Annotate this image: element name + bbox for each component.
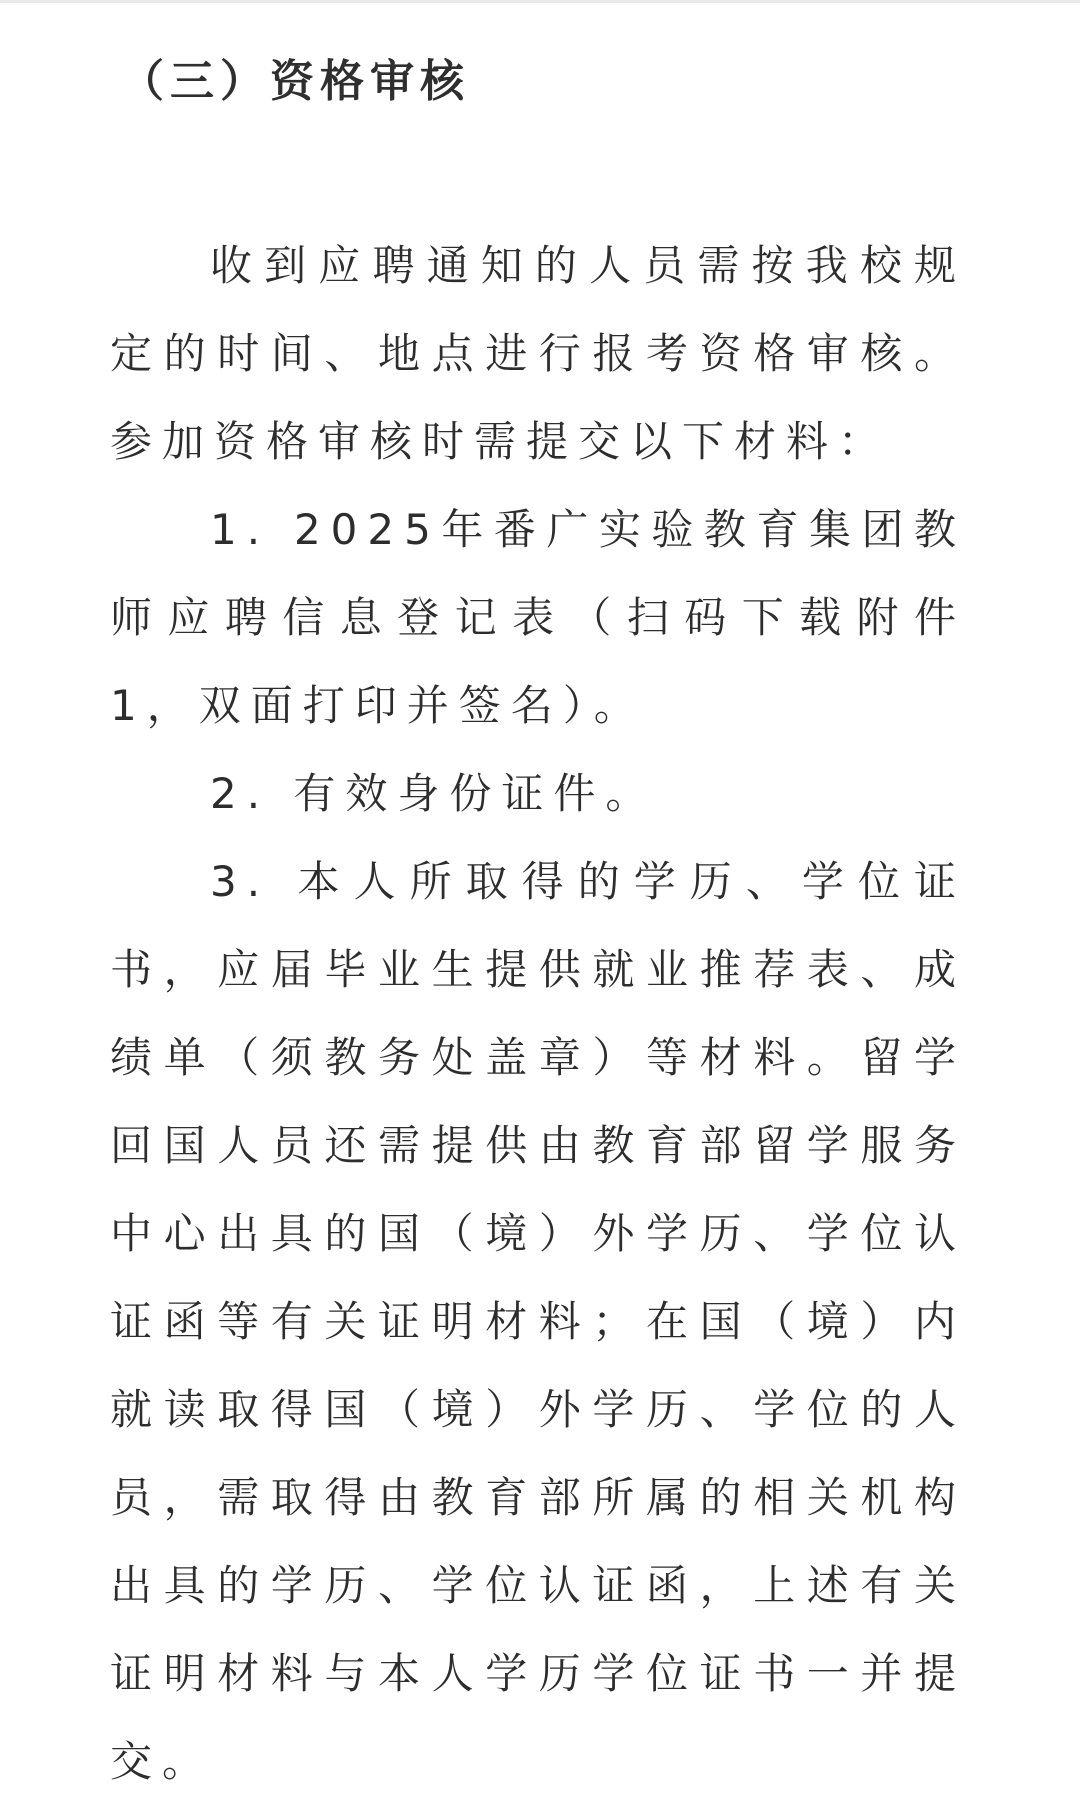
paragraph-item-1: 1. 2025年番广实验教育集团教师应聘信息登记表（扫码下载附件1，双面打印并签名）。 bbox=[110, 505, 966, 730]
paragraph-item-2: 2. 有效身份证件。 bbox=[210, 769, 658, 818]
section-title: （三）资格审核 bbox=[120, 56, 470, 107]
paragraph-intro: 收到应聘通知的人员需按我校规定的时间、地点进行报考资格审核。参加资格审核时需提交以下材料： bbox=[110, 241, 966, 466]
document-body bbox=[110, 222, 966, 1806]
paragraph-item-3: 3. 本人所取得的学历、学位证书，应届毕业生提供就业推荐表、成绩单（须教务处盖章）等材料。留学回国人员还需提供由教育部留学服务中心出具的国（境）外学历、学位认证函等有关证明材料；在国（境）内就读取得国（境）外学历、学位的人员，需取得由教育部所属的相关机构出具的学历、学位认证函，上述有关证明材料与本人学历学位证书一并提交。 bbox=[110, 857, 966, 1786]
